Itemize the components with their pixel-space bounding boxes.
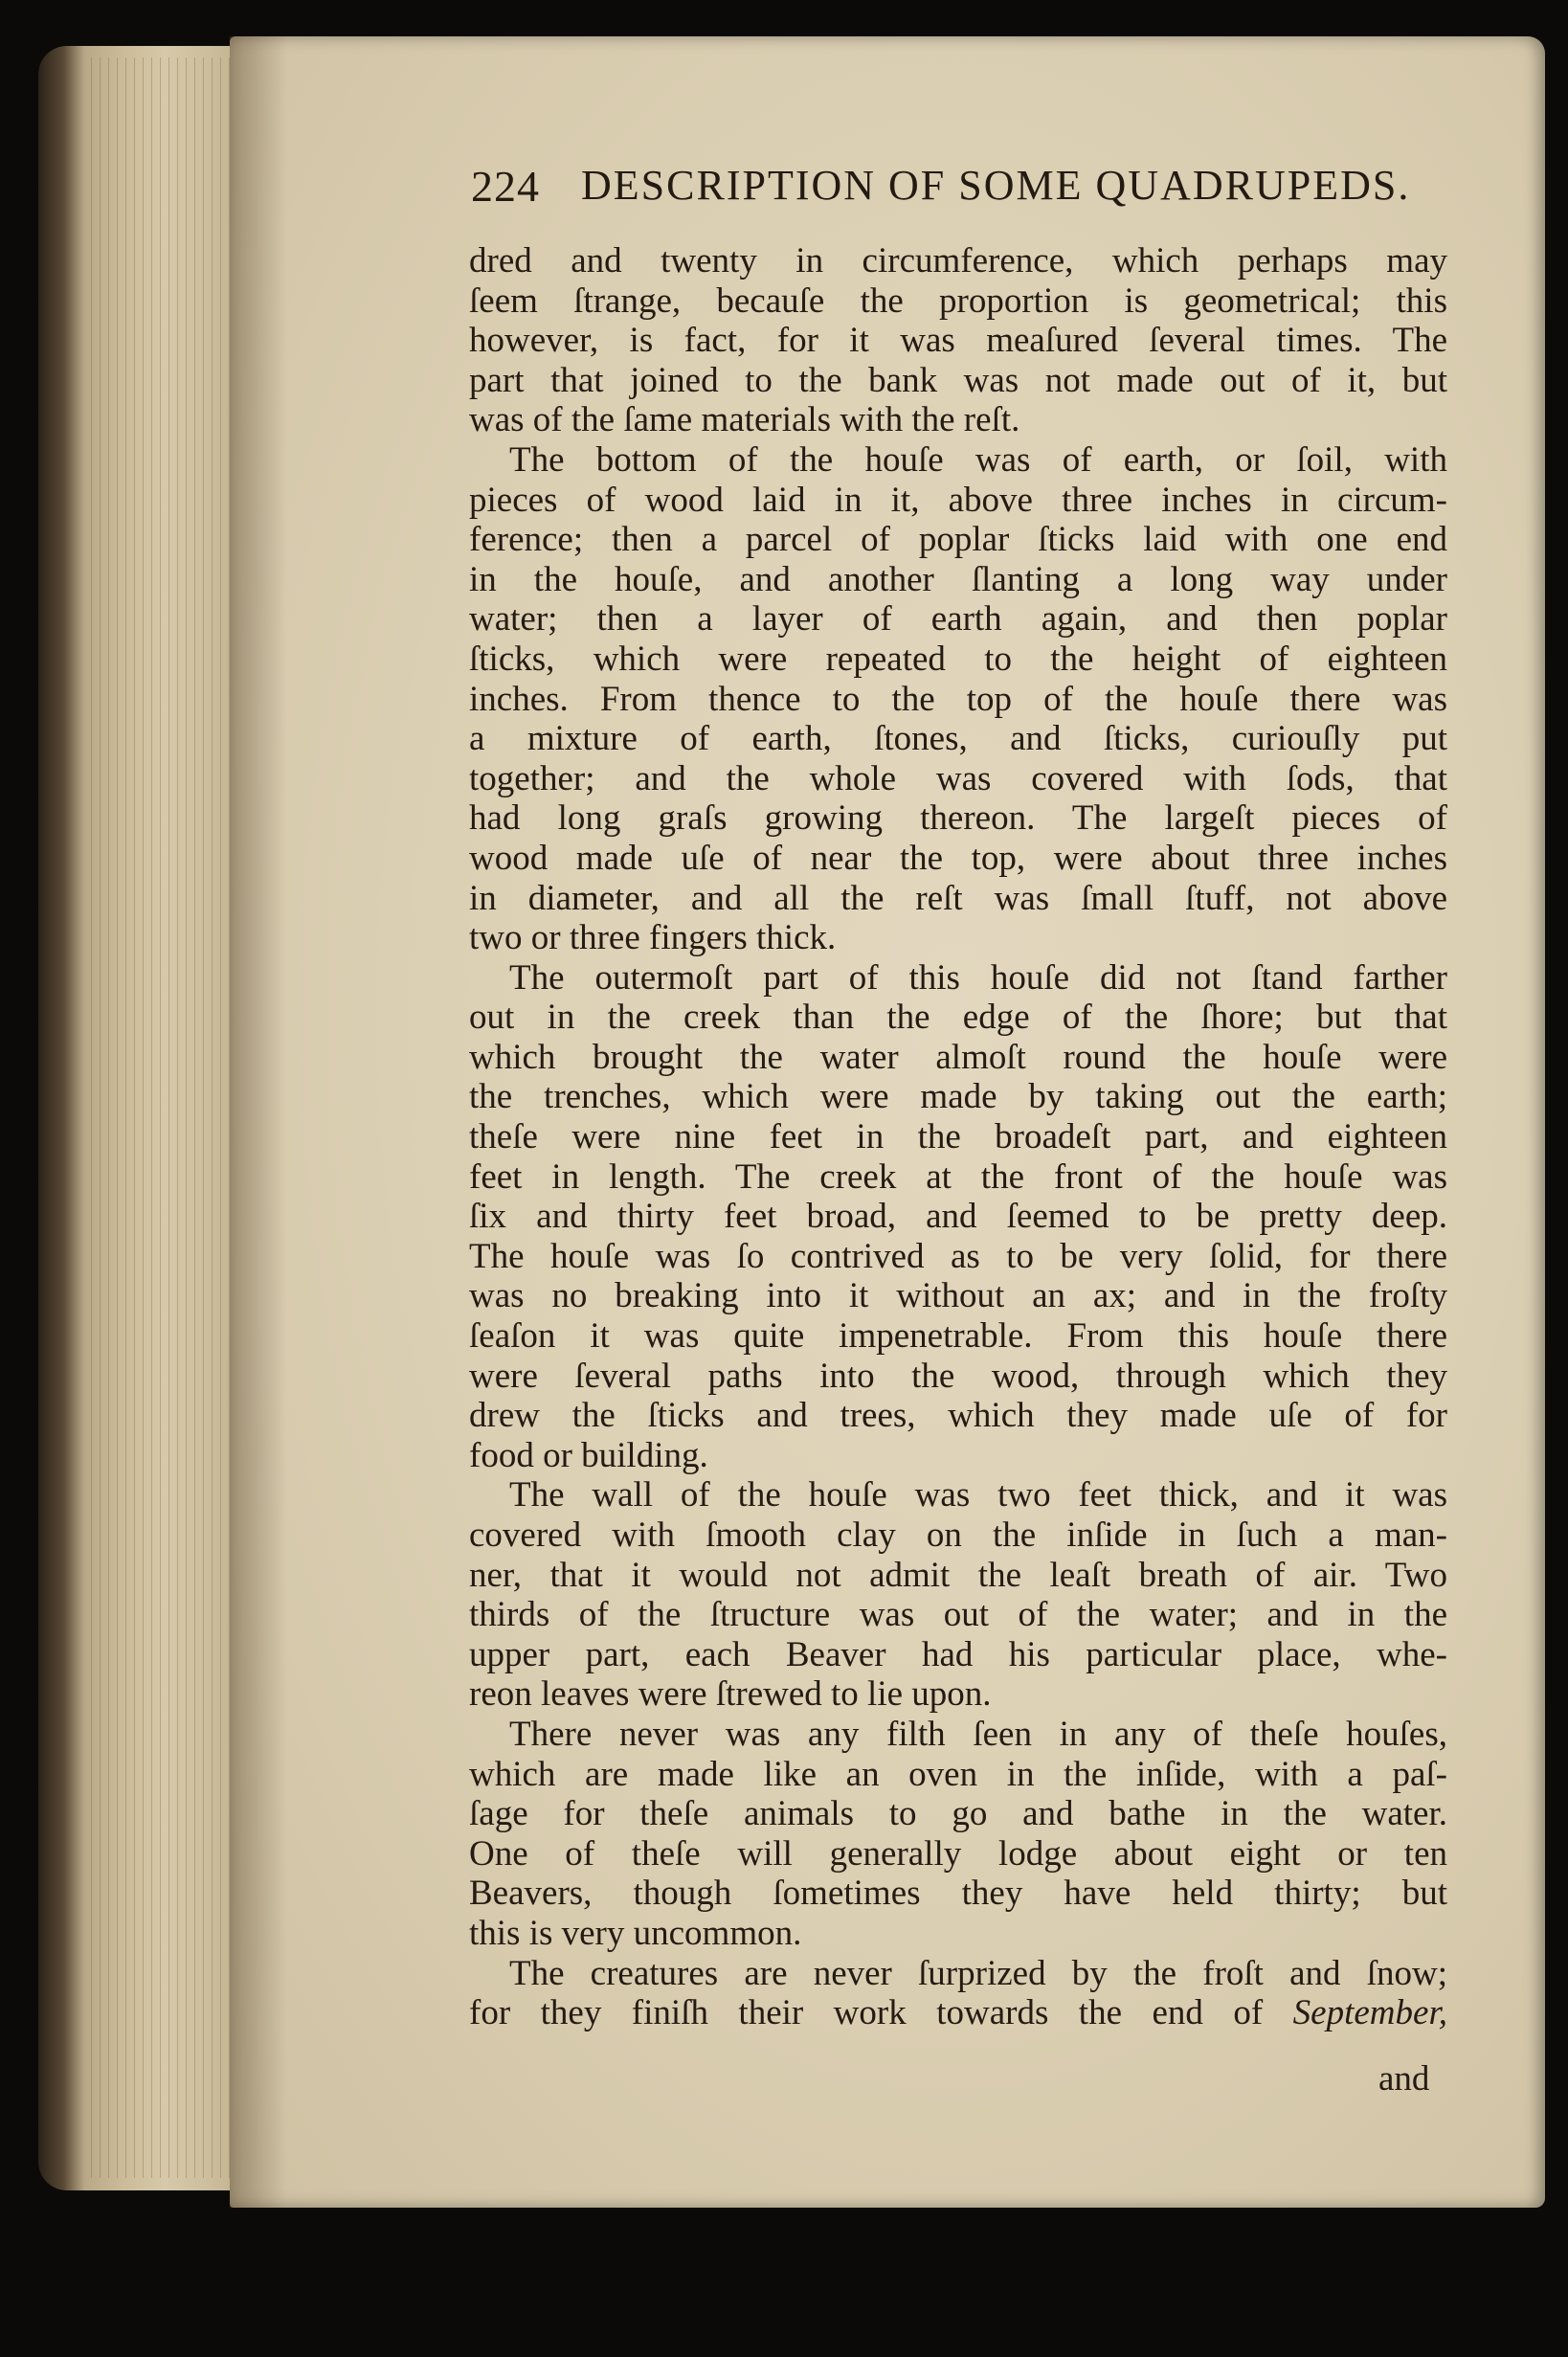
running-title: DESCRIPTION OF SOME QUADRUPEDS. (581, 162, 1411, 209)
text-line: ference; then a parcel of poplar ſticks laid with one end (469, 520, 1447, 560)
text-line: was of the ſame materials with the reſt. (469, 400, 1020, 440)
page-header (471, 161, 1447, 218)
text-line: One of theſe will generally lodge about eight or ten (469, 1833, 1447, 1874)
text-line: out in the creek than the edge of the ſhore; but that (469, 998, 1447, 1038)
text-line: inches. From thence to the top of the houſe there was (469, 679, 1447, 719)
text-line: were ſeveral paths into the wood, through which they (469, 1356, 1447, 1396)
text-line: ſeaſon it was quite impenetrable. From this houſe there (469, 1316, 1447, 1357)
text-line: the trenches, which were made by taking out the earth; (469, 1077, 1447, 1117)
text-line: The houſe was ſo contrived as to be very ſolid, for there (469, 1236, 1447, 1276)
text-line: was no breaking into it without an ax; and in the froſty (469, 1276, 1447, 1316)
text-line: water; then a layer of earth again, and then poplar (469, 599, 1447, 640)
italic-month: September, (1292, 1993, 1447, 2033)
text-line: which are made like an oven in the inſide, with a paſ- (469, 1754, 1447, 1794)
last-line-roman: for they finiſh their work towards the end of (469, 1993, 1264, 2033)
text-line: There never was any filth ſeen in any of theſe houſes, (509, 1714, 1447, 1754)
text-line: The bottom of the houſe was of earth, or ſoil, with (509, 439, 1447, 480)
text-line: ſeem ſtrange, becauſe the proportion is geometrical; this (469, 281, 1447, 321)
text-line: together; and the whole was covered with ſods, that (469, 758, 1447, 798)
text-line: however, is fact, for it was meaſured ſeveral times. The (469, 321, 1447, 361)
text-line: in the houſe, and another ſlanting a long way under (469, 559, 1447, 599)
text-line: a mixture of earth, ſtones, and ſticks, curiouſly put (469, 719, 1447, 759)
text-line: part that joined to the bank was not made out of it, but (469, 360, 1447, 400)
text-line: which brought the water almoſt round the houſe were (469, 1037, 1447, 1077)
text-line: The outermoſt part of this houſe did not ſtand farther (509, 957, 1447, 998)
body-text (469, 241, 1447, 2033)
text-line: The wall of the houſe was two feet thick, and it was (509, 1475, 1447, 1515)
text-line: covered with ſmooth clay on the inſide in ſuch a man- (469, 1515, 1447, 1555)
text-line: drew the ſticks and trees, which they made uſe of for (469, 1396, 1447, 1436)
text-line: ner, that it would not admit the leaſt breath of air. Two (469, 1555, 1447, 1595)
text-line: wood made uſe of near the top, were about three inches (469, 838, 1447, 878)
text-line-last (469, 1993, 1447, 2033)
text-line: feet in length. The creek at the front of the houſe was (469, 1156, 1447, 1197)
text-line: two or three fingers thick. (469, 918, 837, 958)
text-line: in diameter, and all the reſt was ſmall ſtuff, not above (469, 878, 1447, 918)
text-line: ſage for theſe animals to go and bathe in the water. (469, 1794, 1447, 1834)
text-line: food or building. (469, 1435, 708, 1475)
text-line: this is very uncommon. (469, 1913, 802, 1953)
text-line: dred and twenty in circumference, which perhaps may (469, 241, 1447, 281)
text-line: had long graſs growing thereon. The largeſt pieces of (469, 798, 1447, 839)
text-line: upper part, each Beaver had his particular place, whe- (469, 1634, 1447, 1674)
page-gutter-shadow (230, 36, 287, 2208)
text-line: thirds of the ſtructure was out of the water; and in the (469, 1595, 1447, 1635)
text-line: The creatures are never ſurprized by the froſt and ſnow; (509, 1953, 1447, 1993)
text-line: ſticks, which were repeated to the height of eighteen (469, 639, 1447, 679)
page-number: 224 (471, 162, 540, 211)
text-line: theſe were nine feet in the broadeſt part, and eighteen (469, 1117, 1447, 1157)
catchword: and (1378, 2059, 1430, 2099)
text-line: Beavers, though ſometimes they have held thirty; but (469, 1874, 1447, 1914)
text-line: reon leaves were ſtrewed to lie upon. (469, 1674, 992, 1715)
text-line: ſix and thirty feet broad, and ſeemed to be pretty deep. (469, 1197, 1447, 1237)
text-line: pieces of wood laid in it, above three inches in circum- (469, 480, 1447, 520)
